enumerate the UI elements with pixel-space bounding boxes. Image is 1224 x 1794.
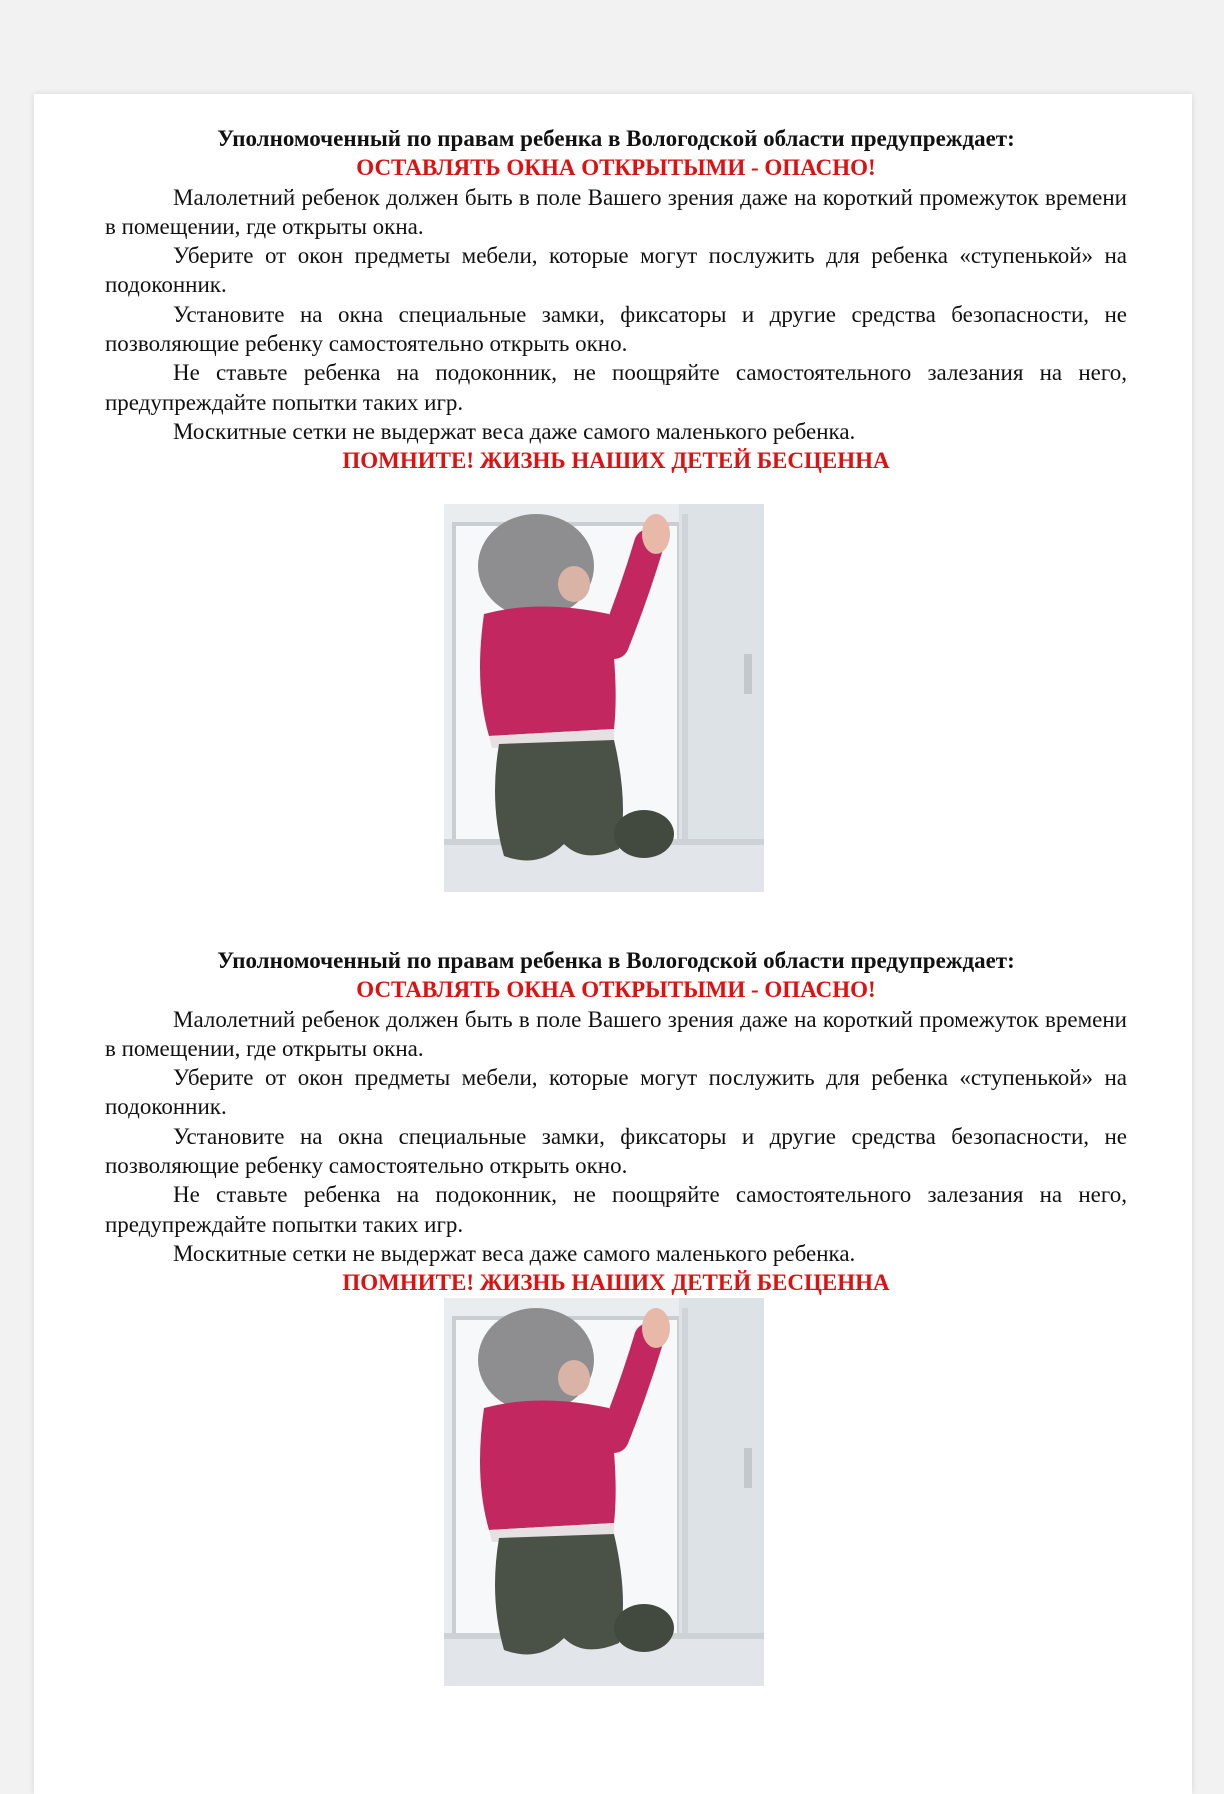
document-page bbox=[34, 94, 1192, 1794]
notice-heading: Уполномоченный по правам ребенка в Вологодской области предупреждает: bbox=[217, 948, 1015, 973]
child-at-window-photo-1 bbox=[444, 504, 764, 892]
notice-paragraph: Установите на окна специальные замки, фиксаторы и другие средства безопасности, не позволяющие ребенку самостоятельно открыть окно. bbox=[105, 301, 1127, 357]
child-at-window-illustration bbox=[444, 1298, 764, 1686]
notice-paragraph: Малолетний ребенок должен быть в поле Вашего зрения даже на короткий промежуток времени в помещении, где открыты окна. bbox=[105, 1006, 1127, 1061]
notice-paragraph: Москитные сетки не выдержат веса даже самого маленького ребенка. bbox=[173, 1240, 856, 1266]
notice-paragraph: Малолетний ребенок должен быть в поле Вашего зрения даже на короткий промежуток времени в помещении, где открыты окна. bbox=[105, 184, 1127, 239]
child-at-window-illustration bbox=[444, 504, 764, 892]
notice-paragraph: Уберите от окон предметы мебели, которые могут послужить для ребенка «ступенькой» на подоконник. bbox=[105, 243, 1127, 298]
notice-paragraph: Не ставьте ребенка на подоконник, не поощряйте самостоятельного залезания на него, предупреждайте попытки таких игр. bbox=[105, 360, 1127, 415]
notice-paragraph: Не ставьте ребенка на подоконник, не поощряйте самостоятельного залезания на него, предупреждайте попытки таких игр. bbox=[105, 1182, 1127, 1237]
notice-block-2 bbox=[105, 946, 1127, 1298]
notice-paragraph: Установите на окна специальные замки, фиксаторы и другие средства безопасности, не позволяющие ребенку самостоятельно открыть окно. bbox=[105, 1123, 1127, 1179]
notice-heading: Уполномоченный по правам ребенка в Вологодской области предупреждает: bbox=[217, 126, 1015, 151]
notice-warning: ОСТАВЛЯТЬ ОКНА ОТКРЫТЫМИ - ОПАСНО! bbox=[356, 155, 876, 181]
notice-paragraph: Москитные сетки не выдержат веса даже самого маленького ребенка. bbox=[173, 418, 856, 444]
notice-warning: ОСТАВЛЯТЬ ОКНА ОТКРЫТЫМИ - ОПАСНО! bbox=[356, 977, 876, 1003]
notice-block-1 bbox=[105, 124, 1127, 476]
notice-paragraph: Уберите от окон предметы мебели, которые могут послужить для ребенка «ступенькой» на подоконник. bbox=[105, 1065, 1127, 1120]
child-at-window-photo-2 bbox=[444, 1298, 764, 1686]
notice-slogan: ПОМНИТЕ! ЖИЗНЬ НАШИХ ДЕТЕЙ БЕСЦЕННА bbox=[342, 448, 890, 474]
notice-slogan: ПОМНИТЕ! ЖИЗНЬ НАШИХ ДЕТЕЙ БЕСЦЕННА bbox=[342, 1270, 890, 1296]
